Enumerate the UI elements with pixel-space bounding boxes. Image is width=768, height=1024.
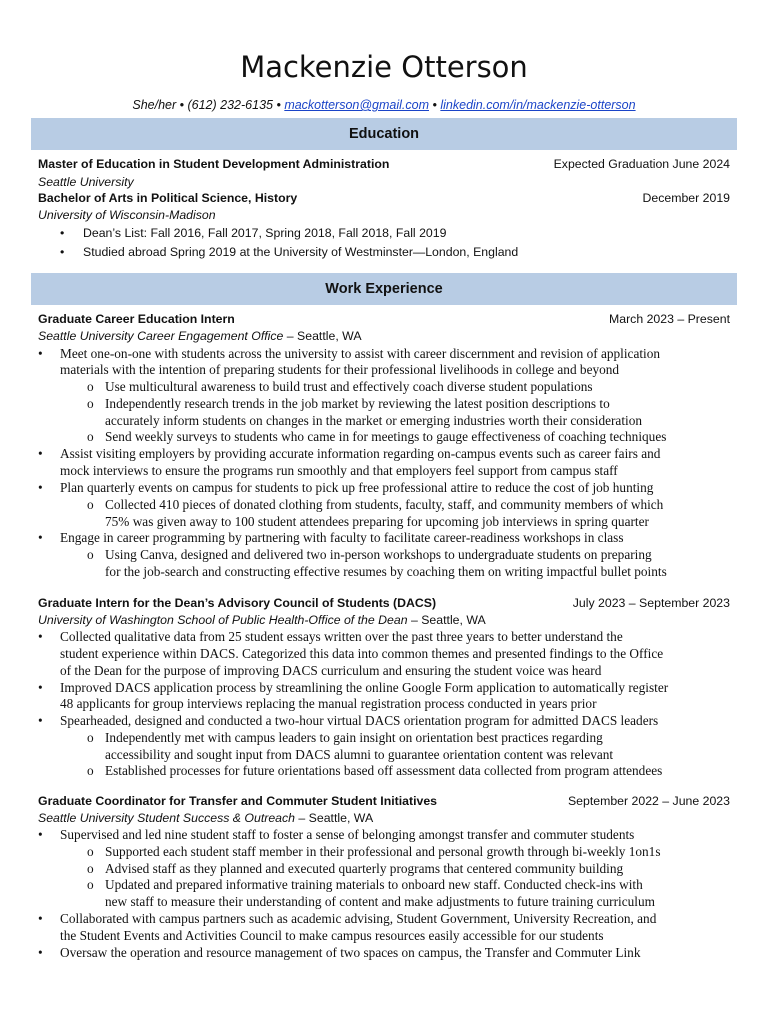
list-item: • Oversaw the operation and resource management of two spaces on campus, the Transfer and Commuter Link <box>38 945 641 960</box>
email-link[interactable]: mackotterson@gmail.com <box>284 98 429 112</box>
list-item: • Meet one-on-one with students across the university to assist with career discernment and revision of application <box>38 346 661 361</box>
sub-list-item: o Send weekly surveys to students who came in for meetings to gauge effectiveness of coaching techniques <box>87 429 667 444</box>
list-item-continued: mock interviews to ensure the programs run smoothly and that employers feel support from campus staff <box>60 463 618 478</box>
degree-1-date: Expected Graduation June 2024 <box>553 157 730 171</box>
job-3-title: Graduate Coordinator for Transfer and Commuter Student Initiatives September 2022 – June 2023 <box>38 794 730 808</box>
job-1-title: Graduate Career Education Intern March 2023 – Present <box>38 312 730 326</box>
sub-list-item-continued: accessibility and sought input from DACS alumni to guarantee orientation content was relevant <box>105 747 614 762</box>
linkedin-link[interactable]: linkedin.com/in/mackenzie-otterson <box>440 98 636 112</box>
list-item: • Collaborated with campus partners such as academic advising, Student Government, University Recreation, and <box>38 911 657 926</box>
list-item: • Plan quarterly events on campus for students to pick up free professional attire to reduce the cost of job hunting <box>38 480 654 495</box>
list-item: • Assist visiting employers by providing accurate information regarding on-campus events such as career fairs and <box>38 446 661 461</box>
sub-list-item: o Collected 410 pieces of donated clothing from students, faculty, staff, and community members of which <box>87 497 664 512</box>
list-item-continued: student experience within DACS. Categorized this data into common themes and presented findings to the Office <box>60 646 664 661</box>
list-item-continued: of the Dean for the purpose of improving DACS curriculum and ensuring the student voice was heard <box>60 663 602 678</box>
sub-list-item: o Supported each student staff member in their professional and personal growth through bi-weekly 1on1s <box>87 844 661 859</box>
sub-list-item-continued: new staff to measure their understanding of content and make adjustments to future training curriculum <box>105 894 655 909</box>
sub-list-item: o Independently research trends in the job market by reviewing the latest position descriptions to <box>87 396 610 411</box>
list-item: • Supervised and led nine student staff to foster a sense of belonging amongst transfer and commuter students <box>38 827 635 842</box>
job-1-org: Seattle University Career Engagement Office – Seattle, WA <box>38 329 362 343</box>
degree-2-school: University of Wisconsin-Madison <box>38 208 216 222</box>
list-item: • Engage in career programming by partnering with faculty to facilitate career-readiness workshops in class <box>38 530 624 545</box>
degree-2-title: Bachelor of Arts in Political Science, History December 2019 <box>38 191 730 205</box>
sub-list-item: o Updated and prepared informative training materials to onboard new staff. Conducted check-ins with <box>87 877 643 892</box>
pronouns-phone: She/her • (612) 232-6135 • <box>132 98 281 112</box>
list-item-continued: the Student Events and Activities Council to make campus resources easily accessible for our students <box>60 928 604 943</box>
job-2-title: Graduate Intern for the Dean’s Advisory Council of Students (DACS) July 2023 – September 2023 <box>38 596 730 610</box>
sub-list-item: o Using Canva, designed and delivered two in-person workshops to undergraduate students on preparing <box>87 547 652 562</box>
job-2-org: University of Washington School of Public Health-Office of the Dean – Seattle, WA <box>38 613 486 627</box>
sub-list-item-continued: for the job-search and constructing effective resumes by coaching them on writing impactful bullet points <box>105 564 667 579</box>
degree-1-title: Master of Education in Student Development Administration Expected Graduation June 2024 <box>38 157 730 171</box>
list-item-continued: 48 applicants for group interviews replacing the manual registration process conducted in years prior <box>60 696 597 711</box>
list-item: • Collected qualitative data from 25 student essays written over the past three years to better understand the <box>38 629 623 644</box>
sub-list-item: o Established processes for future orientations based off assessment data collected from program attendees <box>87 763 663 778</box>
sub-list-item: o Advised staff as they planned and executed quarterly programs that centered community building <box>87 861 624 876</box>
job-1-date: March 2023 – Present <box>609 312 730 326</box>
sub-list-item-continued: accurately inform students on changes in the market or emerging industries worth their consideration <box>105 413 643 428</box>
job-3-date: September 2022 – June 2023 <box>567 794 730 808</box>
list-item: • Studied abroad Spring 2019 at the University of Westminster—London, England <box>60 245 519 259</box>
sub-list-item: o Independently met with campus leaders to gain insight on orientation best practices regarding <box>87 730 603 745</box>
job-2-date: July 2023 – September 2023 <box>572 596 730 610</box>
candidate-name: Mackenzie Otterson <box>240 50 528 84</box>
list-item: • Spearheaded, designed and conducted a two-hour virtual DACS orientation program for admitted DACS leaders <box>38 713 659 728</box>
job-3-org: Seattle University Student Success & Outreach – Seattle, WA <box>38 811 374 825</box>
degree-1-school: Seattle University <box>38 175 134 189</box>
work-experience-heading: Work Experience <box>31 273 737 305</box>
list-item-continued: materials with the intention of preparing students for their professional livelihoods in college and beyond <box>60 362 620 377</box>
contact-line <box>0 98 768 112</box>
sub-list-item: o Use multicultural awareness to build trust and effectively coach diverse student populations <box>87 379 593 394</box>
contact-separator: • <box>432 98 437 112</box>
list-item: • Improved DACS application process by streamlining the online Google Form application to automatically register <box>38 680 669 695</box>
degree-2-date: December 2019 <box>642 191 730 205</box>
education-heading: Education <box>31 118 737 150</box>
list-item: • Dean’s List: Fall 2016, Fall 2017, Spring 2018, Fall 2018, Fall 2019 <box>60 226 447 240</box>
sub-list-item-continued: 75% was given away to 100 student attendees preparing for upcoming job interviews in spring quarter <box>105 514 649 529</box>
